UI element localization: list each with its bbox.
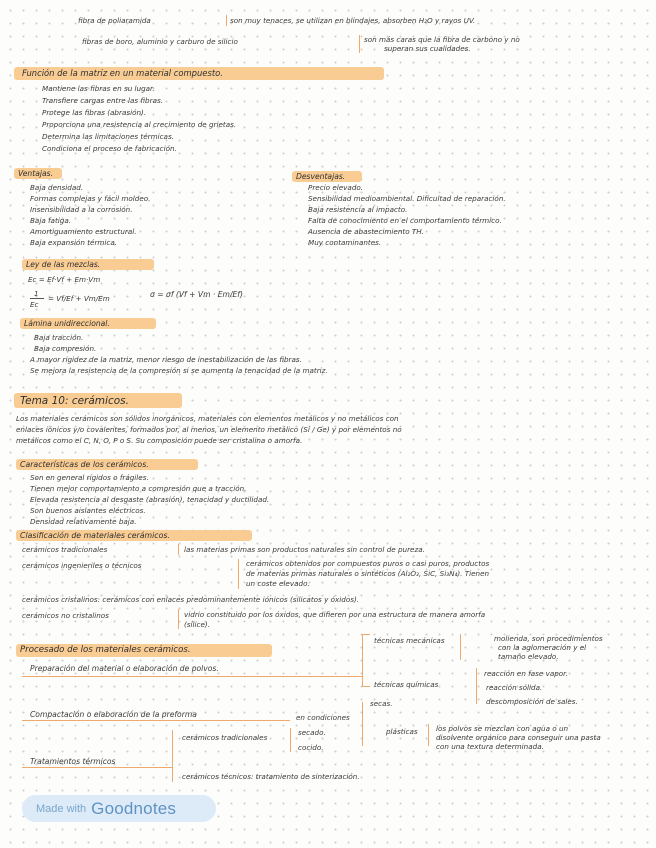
class-tradicionales-desc: las materias primas son productos naturales sin control de pureza. [184,545,425,554]
heading-ventajas: Ventajas. [18,169,53,178]
step-compactacion: Compactación o elaboración de la preforma [30,710,197,719]
made-with-goodnotes-badge[interactable] [22,795,216,822]
list-item: Protege las fibras (abrasión). [42,108,147,117]
list-item: Son buenos aislantes eléctricos. [30,506,146,515]
mecanicas-desc-1: molienda, son procedimientos [494,634,603,643]
class-no-cristalinos-desc-2: (sílice). [184,620,211,629]
step-tratamientos: Tratamientos térmicos [30,757,116,766]
plasticas-desc-2: disolvente orgánico para conseguir una pasta [436,733,601,742]
list-item: Insensibilidad a la corrosión. [30,205,133,214]
list-item: Se mejora la resistencia de la compresión si se aumenta la tenacidad de la matriz. [30,366,328,375]
connector-line [22,720,290,721]
note-boro-2: superan sus cualidades. [384,44,471,53]
bracket-line [362,634,363,686]
heading-procesado: Procesado de los materiales cerámicos. [20,645,191,655]
list-item: Mantiene las fibras en su lugar. [42,84,155,93]
bullet-fibra-poliaramida: fibra de poliaramida [78,16,151,25]
bracket-line [362,634,370,635]
note-poliaramida: son muy tenaces, se utilizan en blindajes, absorben H₂O y rayos UV. [230,16,476,25]
mecanicas-desc-2: con la aglomeración y el [498,643,587,652]
list-item: Baja fatiga. [30,216,72,225]
bracket-line [362,686,370,687]
class-ingenieriles-desc-3: un coste elevado. [246,579,310,588]
tecnicas-mecanicas: técnicas mecánicas [374,636,445,645]
en-condiciones: en condiciones [296,713,350,722]
quimicas-item: reacción sólida. [486,683,543,692]
class-cristalinos: cerámicos cristalinos: cerámicos con enlaces predominantemente iónicos (silicatos y óxidos). [22,595,360,604]
heading-desventajas: Desventajas. [296,172,346,181]
class-no-cristalinos: cerámicos no cristalinos [22,611,109,620]
list-item: Ausencia de abastecimiento TH. [308,227,424,236]
bracket-line [178,544,179,555]
bracket-line [359,35,360,53]
list-item: Baja expansión térmica. [30,238,118,247]
list-item: Formas complejas y fácil moldeo. [30,194,151,203]
connector-line [22,767,172,768]
note-boro-1: son más caras que la fibra de carbono y no [364,35,520,44]
tratamiento-cocido: cocido. [298,743,324,752]
list-item: Precio elevado. [308,183,364,192]
list-item: Proporciona una resistencia al crecimiento de grietas. [42,120,237,129]
list-item: Baja densidad. [30,183,84,192]
heading-ley-mezclas: Ley de las mezclas. [26,260,101,269]
quimicas-item: descomposición de sales. [486,697,578,706]
bracket-line [238,559,239,589]
list-item: Condiciona el proceso de fabricación. [42,144,177,153]
list-item: Baja tracción. [34,333,84,342]
list-item: Falta de conocimiento en el comportamiento térmico. [308,216,502,225]
bracket-line [428,724,429,746]
tratamiento-tecnicos: cerámicos técnicos: tratamiento de sinterización. [182,772,360,781]
class-no-cristalinos-desc-1: vidrio constituido por los óxidos, que difieren por una estructura de manera amorfa [184,610,486,619]
heading-caracteristicas: Características de los cerámicos. [20,460,149,469]
tratamiento-tradicionales: cerámicos tradicionales [182,733,268,742]
plasticas-desc-1: los polvos se mezclan con agua o un [436,724,569,733]
bracket-line [362,702,363,746]
equation-den: Ec [30,300,39,309]
condicion-plasticas: plásticas [386,727,418,736]
bracket-line [290,728,291,752]
equation-num: 1 [34,289,39,298]
list-item: Densidad relativamente baja. [30,517,137,526]
heading-clasificacion: Clasificación de materiales cerámicos. [20,531,170,540]
list-item: Determina las limitaciones térmicas. [42,132,174,141]
list-item: A mayor rigidez de la matriz, menor riesgo de inestabilización de las fibras. [30,355,302,364]
paragraph-line: Los materiales cerámicos son sólidos inorgánicos, materiales con elementos metálicos y no metálicos con [16,414,399,423]
list-item: Son en general rígidos o frágiles. [30,473,149,482]
list-item: Transfiere cargas entre las fibras. [42,96,164,105]
list-item: Baja resistencia al impacto. [308,205,408,214]
fraction-line [30,298,44,299]
list-item: Baja compresión. [34,344,97,353]
quimicas-item: reacción en fase vapor. [484,669,568,678]
list-item: Tienen mejor comportamiento a compresión que a tracción. [30,484,247,493]
heading-lamina: Lámina unidireccional. [24,319,110,328]
paragraph-line: metálicos como el C, N, O, P o S. Su composición puede ser cristalina o amorfa. [16,436,303,445]
badge-made-with: Made with [36,802,87,815]
bracket-line [460,634,461,660]
tratamiento-secado: secado. [298,728,326,737]
list-item: Elevada resistencia al desgaste (abrasión), tenacidad y ductilidad. [30,495,270,504]
list-item: Sensibilidad medioambiental. Dificultad de reparación. [308,194,506,203]
bracket-line [178,609,179,629]
goodnotes-logo-text: Goodnotes [91,798,177,818]
list-item: Muy contaminantes. [308,238,382,247]
bracket-line [476,668,477,704]
class-ingenieriles-desc-1: cerámicos obtenidos por compuestos puros o casi puros, productos [246,559,490,568]
bracket-line [226,15,227,26]
connector-line [22,676,362,677]
heading-tema-10: Tema 10: cerámicos. [20,395,129,407]
class-ingenieriles-desc-2: de materias primas naturales o sintéticos (Al₂O₃, SiC, Si₃N₄). Tienen [246,569,490,578]
bracket-line [172,730,173,782]
mecanicas-desc-3: tamaño elevado. [498,652,559,661]
condicion-secas: secas. [370,699,393,708]
tecnicas-quimicas: técnicas químicas [374,680,439,689]
list-item: Amortiguamiento estructural. [30,227,137,236]
heading-funcion-matriz: Función de la matriz en un material compuesto. [22,68,223,78]
equation-tension: σ = σf (Vf + Vm · Em/Ef) [150,290,243,299]
bullet-fibras-boro: fibras de boro, aluminio y carburo de silicio [82,37,238,46]
class-tradicionales: cerámicos tradicionales [22,545,108,554]
plasticas-desc-3: con una textura determinada. [436,742,544,751]
step-preparacion: Preparación del material o elaboración de polvos. [30,664,219,673]
equation-inverse: = Vf/Ef + Vm/Em [48,294,110,303]
class-ingenieriles: cerámicos ingenieriles o técnicos [22,561,142,570]
paragraph-line: enlaces iónicos y/o covalentes, formados por, al menos, un elemento metálico (Si / Ge) y por elementos no [16,425,402,434]
equation-modulo: Ec = Ef·Vf + Em·Vm [28,275,101,284]
